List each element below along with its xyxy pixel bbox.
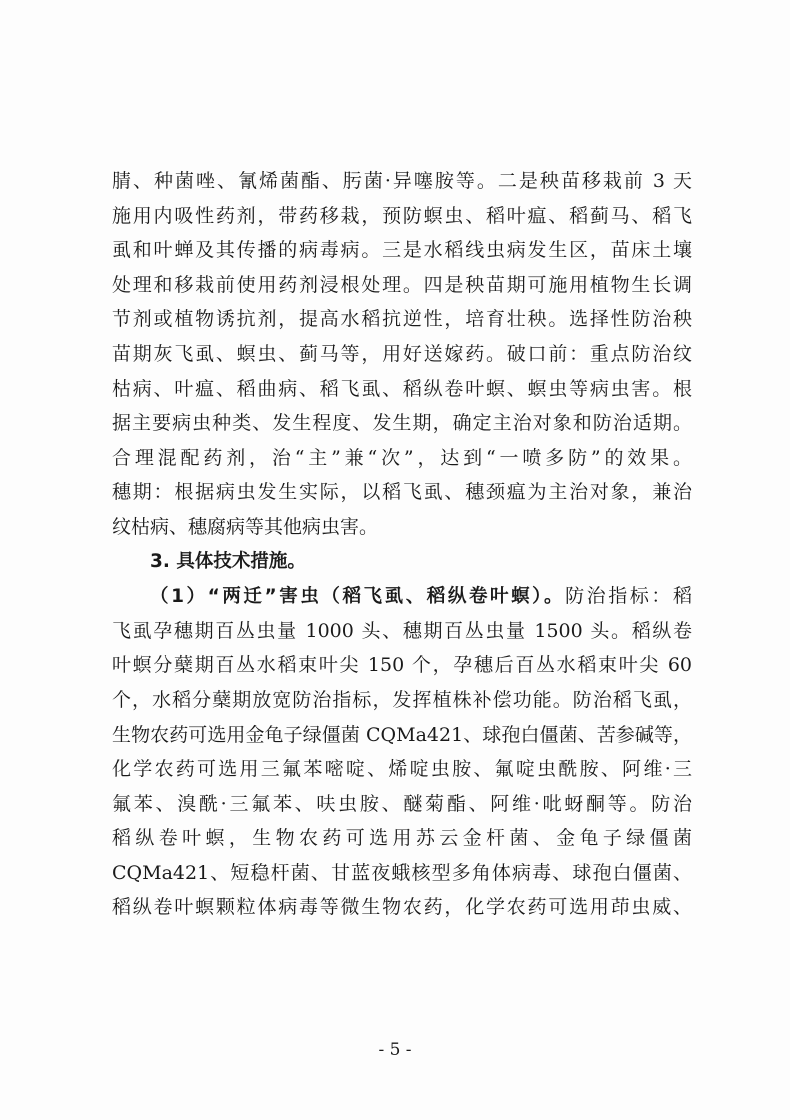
text-line: 稻纵卷叶螟颗粒体病毒等微生物农药，化学农药可选用茚虫威、 xyxy=(112,896,692,919)
text-line: 穗期：根据病虫发生实际，以稻飞虱、穗颈瘟为主治对象，兼治 xyxy=(112,481,692,504)
page-number: - 5 - xyxy=(378,1040,412,1060)
text-line: 枯病、叶瘟、稻曲病、稻飞虱、稻纵卷叶螟、螟虫等病虫害。根 xyxy=(112,377,692,400)
text-line: 化学农药可选用三氟苯嘧啶、烯啶虫胺、氟啶虫酰胺、阿维·三 xyxy=(112,758,692,781)
text-line: 施用内吸性药剂，带药移栽，预防螟虫、稻叶瘟、稻蓟马、稻飞 xyxy=(112,204,692,227)
text-line: 纹枯病、穗腐病等其他病虫害。 xyxy=(112,515,379,538)
subsection-line xyxy=(112,579,692,614)
text-line: 叶螟分蘖期百丛水稻束叶尖 150 个，孕穗后百丛水稻束叶尖 60 xyxy=(112,654,692,677)
text-line: 苗期灰飞虱、螟虫、蓟马等，用好送嫁药。破口前：重点防治纹 xyxy=(112,342,692,365)
text-line: 生物农药可选用金龟子绿僵菌 CQMa421、球孢白僵菌、苦参碱等， xyxy=(112,723,692,746)
text-line: 个，水稻分蘖期放宽防治指标，发挥植株补偿功能。防治稻飞虱， xyxy=(112,688,692,711)
section-heading: 3. 具体技术措施。 xyxy=(150,550,306,572)
text-line: 氟苯、溴酰·三氟苯、呋虫胺、醚菊酯、阿维·吡蚜酮等。防治 xyxy=(112,792,692,815)
text-line: 稻纵卷叶螟，生物农药可选用苏云金杆菌、金龟子绿僵菌 xyxy=(112,827,692,850)
text-line: 据主要病虫种类、发生程度、发生期，确定主治对象和防治适期。 xyxy=(112,412,692,435)
body-text xyxy=(112,164,692,925)
text-line: 虱和叶蝉及其传播的病毒病。三是水稻线虫病发生区，苗床土壤 xyxy=(112,239,692,262)
text-line: CQMa421、短稳杆菌、甘蓝夜蛾核型多角体病毒、球孢白僵菌、 xyxy=(112,861,692,884)
text-line: 飞虱孕穗期百丛虫量 1000 头、穗期百丛虫量 1500 头。稻纵卷 xyxy=(112,619,692,642)
text-line: 合理混配药剂，治“主”兼“次”，达到“一喷多防”的效果。 xyxy=(112,446,692,469)
text-line: 节剂或植物诱抗剂，提高水稻抗逆性，培育壮秧。选择性防治秧 xyxy=(112,308,692,331)
text-line: 腈、种菌唑、氰烯菌酯、肟菌·异噻胺等。二是秧苗移栽前 3 天 xyxy=(112,170,692,192)
subsection-title: （1）“两迁”害虫（稻飞虱、稻纵卷叶螟）。 xyxy=(150,586,566,608)
text-line: 处理和移栽前使用药剂浸根处理。四是秧苗期可施用植物生长调 xyxy=(112,273,692,296)
subsection-text: 防治指标：稻 xyxy=(565,585,692,608)
